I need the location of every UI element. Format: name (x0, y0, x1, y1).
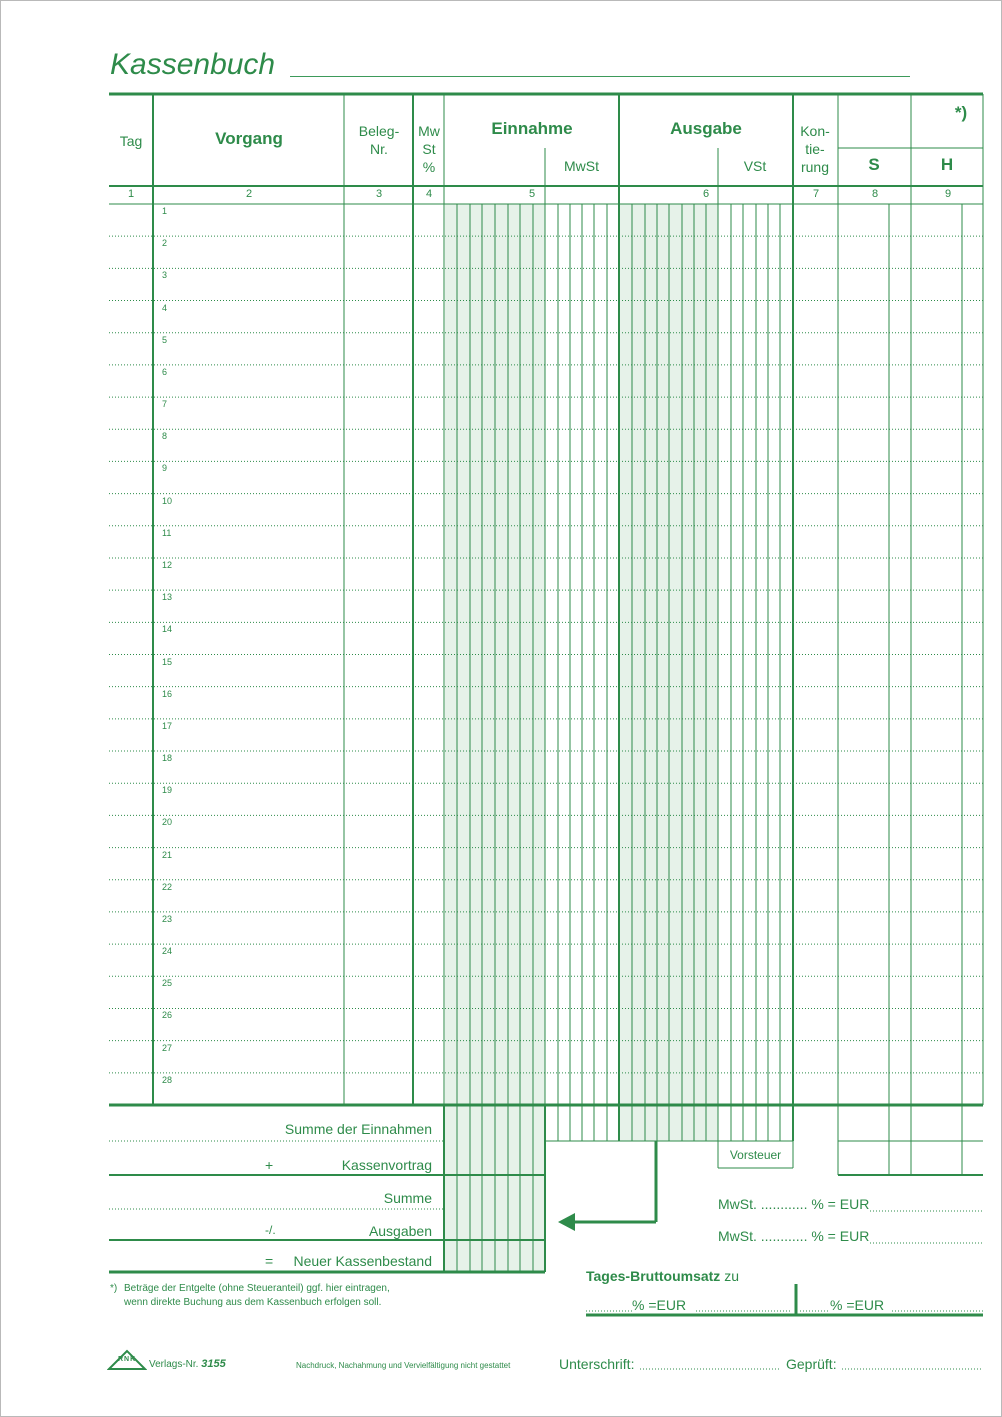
header-kont-line2: tie- (805, 141, 825, 157)
header-einnahme: Einnahme (491, 119, 573, 138)
row-number-9: 9 (162, 463, 168, 474)
verlag-number: 3155 (201, 1358, 226, 1370)
footnote-line2: wenn direkte Buchung aus dem Kassenbuch erfolgen soll. (124, 1297, 382, 1308)
column-number-6: 6 (702, 188, 710, 200)
column-number-1: 1 (127, 188, 135, 200)
verlag-nr (149, 1358, 226, 1370)
arrow-head (558, 1213, 575, 1231)
row-number-22: 22 (162, 881, 173, 892)
header-s: S (868, 155, 880, 174)
nachdruck-notice: Nachdruck, Nachahmung und Vervielfältigung nicht gestattet (296, 1361, 511, 1370)
header-mwst-line3: % (422, 159, 436, 175)
row-number-1: 1 (162, 206, 168, 216)
header-vorgang: Vorgang (215, 129, 283, 148)
kassenvortrag-label: Kassenvortrag (341, 1157, 432, 1173)
row-number-16: 16 (162, 688, 173, 699)
footnote-marker: *) (110, 1283, 118, 1294)
column-number-5: 5 (528, 188, 536, 200)
rnk-logo (107, 1349, 147, 1371)
header-tag: Tag (119, 133, 143, 149)
row-number-5: 5 (162, 334, 168, 345)
header-kont-line3: rung (800, 159, 830, 175)
row-number-8: 8 (162, 431, 168, 442)
pct-eur-1: % =EUR (632, 1297, 687, 1313)
column-number-9: 9 (944, 188, 952, 200)
vorsteuer-label: Vorsteuer (729, 1148, 782, 1162)
row-number-26: 26 (162, 1010, 173, 1021)
column-number-4: 4 (425, 188, 433, 200)
summe-einnahmen-label: Summe der Einnahmen (284, 1121, 432, 1137)
row-number-21: 21 (162, 849, 173, 860)
header-beleg-line2: Nr. (370, 141, 388, 157)
row-number-13: 13 (162, 592, 173, 603)
column-number-2: 2 (245, 188, 253, 200)
row-number-18: 18 (162, 753, 173, 764)
verlag-label: Verlags-Nr. (149, 1359, 199, 1370)
page-title: Kassenbuch (110, 48, 276, 81)
row-number-14: 14 (162, 624, 173, 635)
header-beleg-line1: Beleg- (358, 123, 400, 139)
tages-bruttoumsatz-label: Tages-Bruttoumsatz (586, 1268, 721, 1284)
minus-sign: -/. (265, 1223, 276, 1237)
row-number-28: 28 (162, 1074, 173, 1085)
row-number-20: 20 (162, 817, 173, 828)
pct-eur-2: % =EUR (830, 1297, 885, 1313)
summe-label: Summe (383, 1190, 432, 1206)
row-number-4: 4 (162, 302, 168, 313)
row-number-7: 7 (162, 399, 168, 410)
row-number-19: 19 (162, 785, 173, 796)
column-number-7: 7 (812, 188, 820, 200)
header-footnote-marker: *) (954, 103, 968, 122)
mwst-line-2: MwSt. ............ % = EUR (718, 1228, 870, 1244)
header-ausgabe: Ausgabe (670, 119, 742, 138)
row-number-10: 10 (162, 495, 173, 506)
column-number-3: 3 (375, 188, 383, 200)
header-kont-line1: Kon- (800, 123, 830, 139)
header-kontierung (793, 122, 837, 176)
row-number-3: 3 (162, 270, 168, 281)
row-number-6: 6 (162, 366, 168, 377)
equals-sign: = (265, 1253, 274, 1269)
row-number-17: 17 (162, 720, 173, 731)
row-number-15: 15 (162, 656, 173, 667)
column-number-8: 8 (871, 188, 879, 200)
row-number-25: 25 (162, 978, 173, 989)
row-number-27: 27 (162, 1042, 173, 1053)
header-mwst-line1: Mw (418, 123, 440, 139)
plus-sign: + (265, 1157, 274, 1173)
neuer-kassenbestand-label: Neuer Kassenbestand (293, 1253, 432, 1269)
header-beleg (345, 122, 413, 158)
footnote-line1: Beträge der Entgelte (ohne Steueranteil) ggf. hier eintragen, (124, 1283, 390, 1294)
rnk-logo-letters: RNK (118, 1356, 137, 1363)
tages-bruttoumsatz-zu: zu (724, 1268, 739, 1284)
header-einnahme-mwst: MwSt (564, 158, 599, 174)
header-h: H (940, 155, 954, 174)
row-number-2: 2 (162, 238, 168, 249)
row-number-24: 24 (162, 946, 173, 957)
geprueft-label: Geprüft: (786, 1356, 837, 1372)
mwst-line-1: MwSt. ............ % = EUR (718, 1196, 870, 1212)
unterschrift-label: Unterschrift: (559, 1356, 635, 1372)
header-mwst-line2: St (422, 141, 436, 157)
row-number-11: 11 (162, 527, 172, 538)
tages-bruttoumsatz (586, 1268, 739, 1284)
row-number-12: 12 (162, 559, 173, 570)
ausgaben-label: Ausgaben (368, 1223, 432, 1239)
header-mwst (414, 122, 444, 176)
row-number-23: 23 (162, 913, 173, 924)
header-ausgabe-vst: VSt (743, 158, 767, 174)
